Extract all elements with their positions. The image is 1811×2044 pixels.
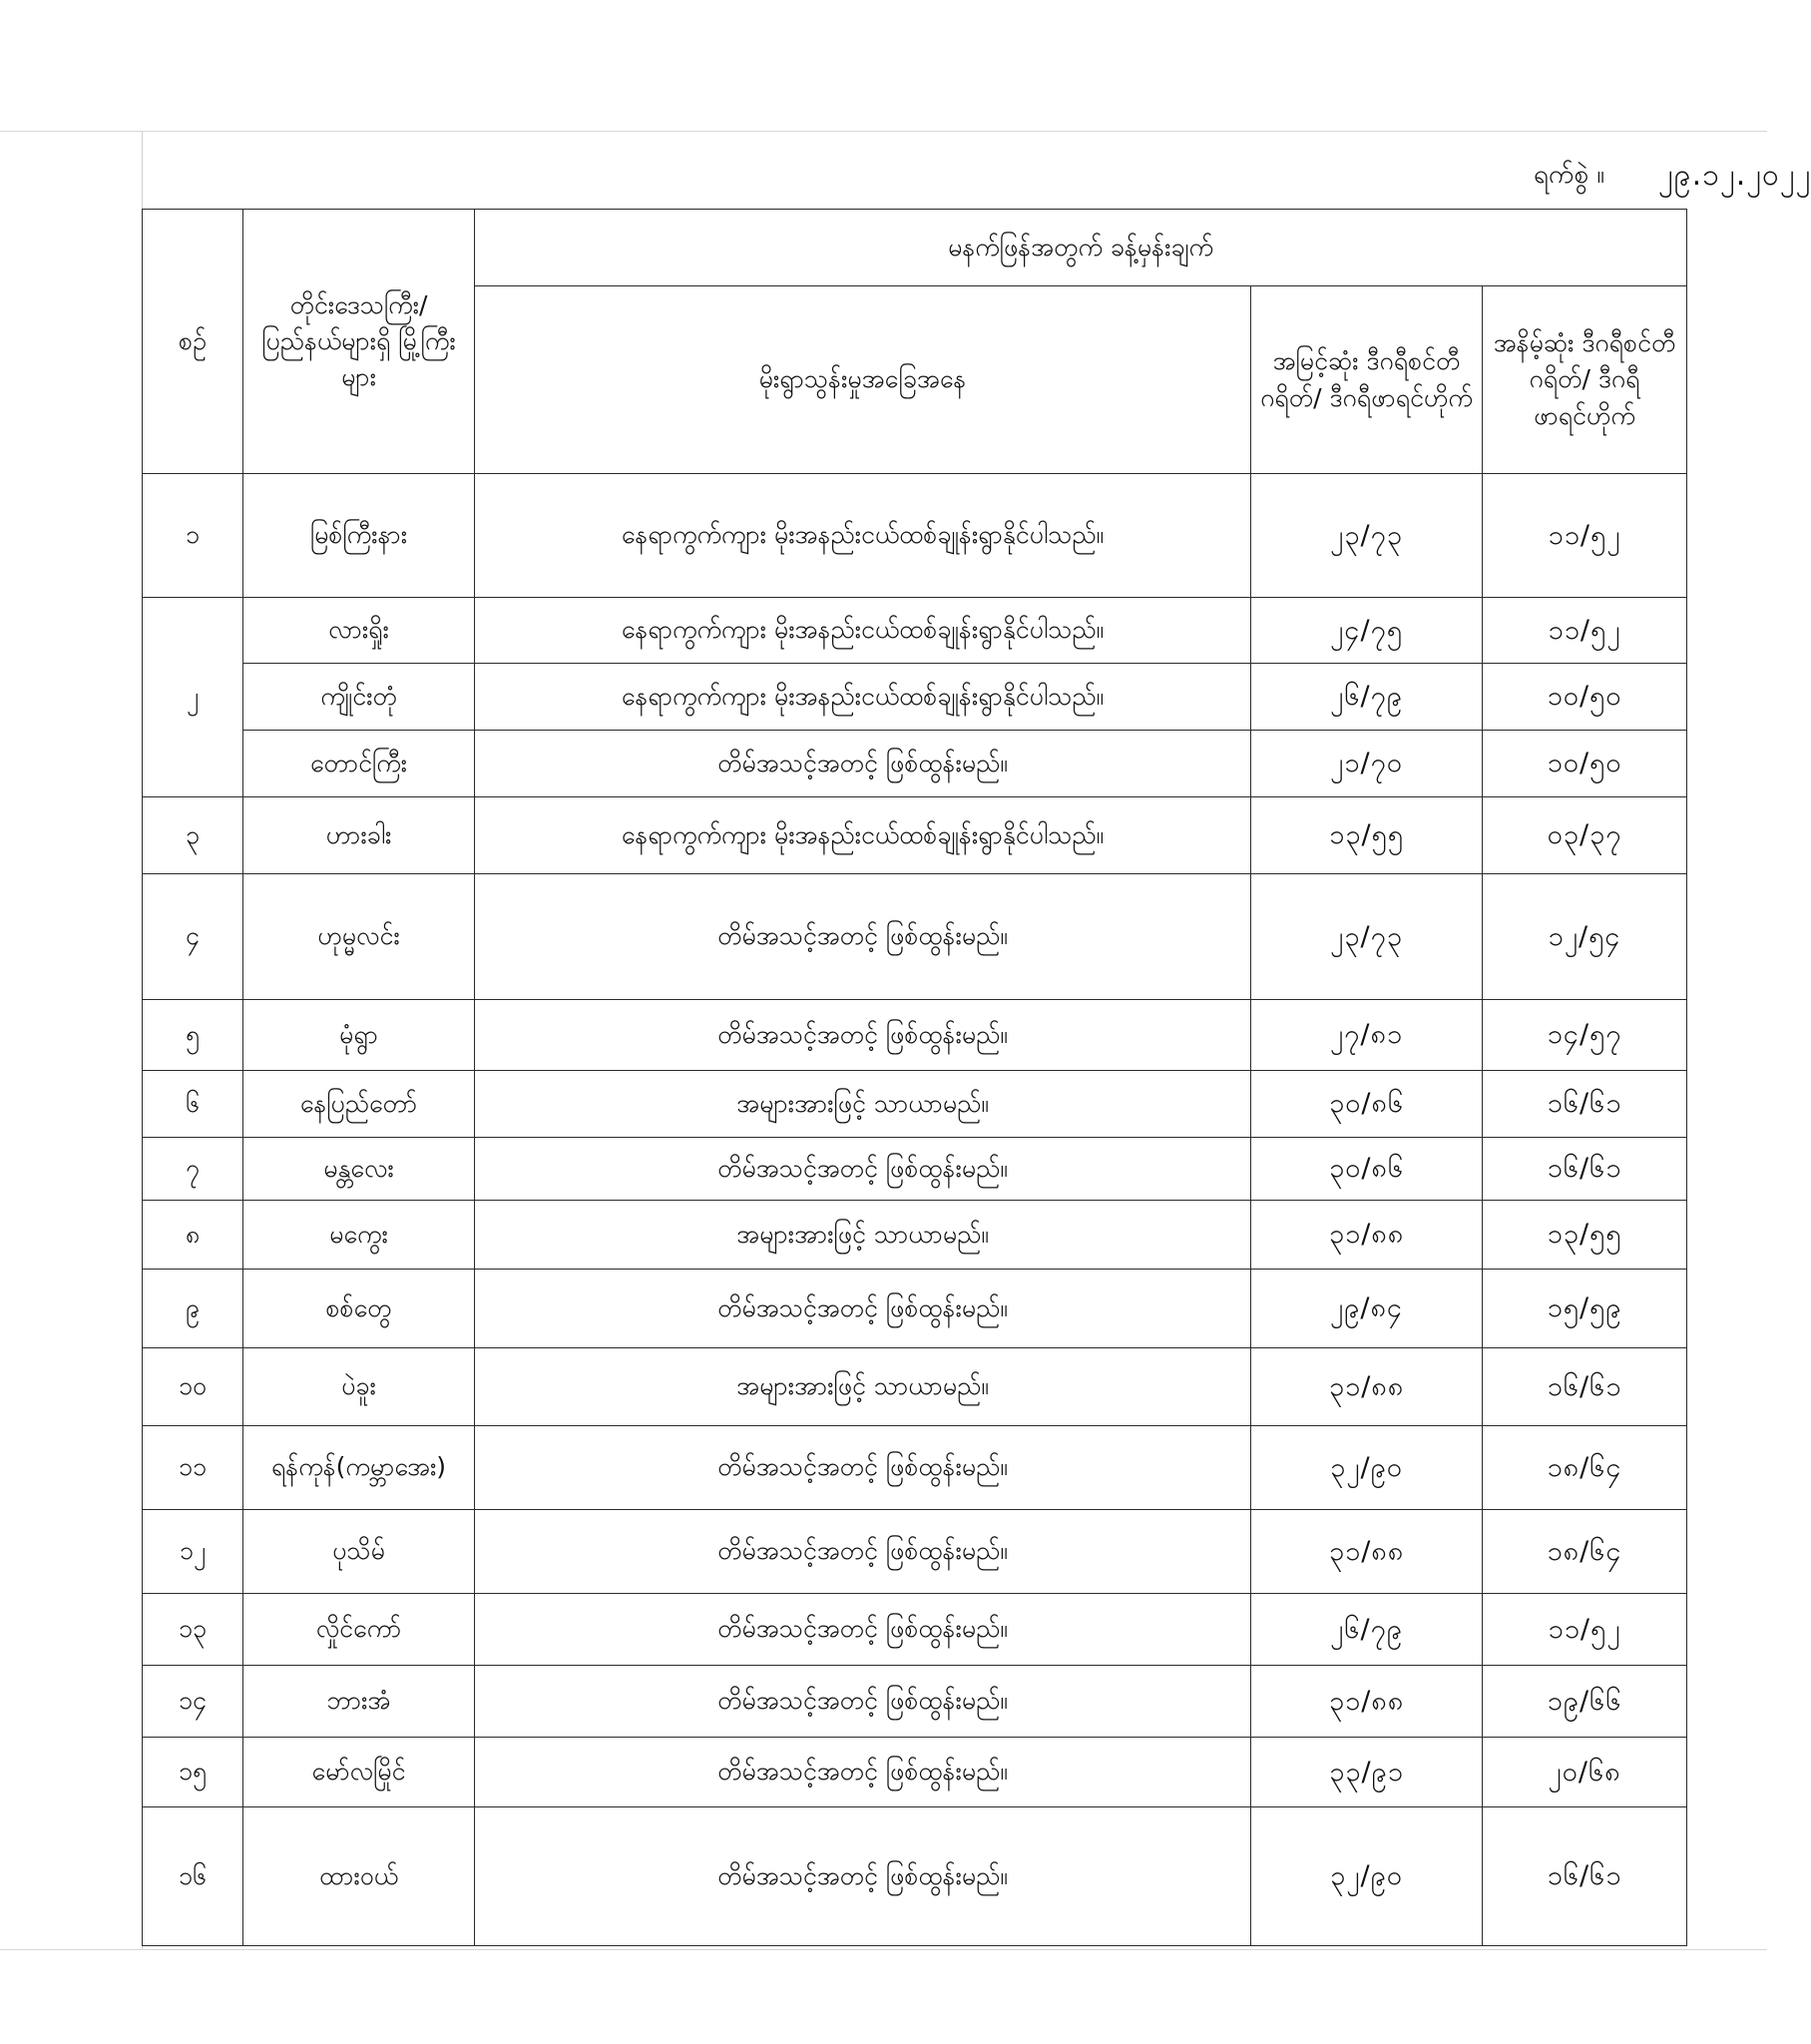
table-row: [143, 1138, 1687, 1201]
row-no: ၉: [143, 1270, 243, 1348]
row-min-temp: ၁၄/၅၇: [1483, 1000, 1687, 1071]
table-row: [143, 797, 1687, 874]
table-row: [143, 1348, 1687, 1426]
table-row: [143, 1510, 1687, 1594]
row-condition: တိမ်အသင့်အတင့် ဖြစ်ထွန်းမည်။: [475, 1270, 1251, 1348]
row-no: ၁: [143, 474, 243, 598]
row-min-temp: ၁၃/၅၅: [1483, 1201, 1687, 1270]
row-max-temp: ၂၇/၈၁: [1251, 1000, 1483, 1071]
row-min-temp: ၁၁/၅၂: [1483, 474, 1687, 598]
row-city: နေပြည်တော်: [243, 1071, 475, 1138]
row-condition: တိမ်အသင့်အတင့် ဖြစ်ထွန်းမည်။: [475, 1138, 1251, 1201]
table-row: [143, 874, 1687, 1000]
row-max-temp: ၃၀/၈၆: [1251, 1071, 1483, 1138]
row-max-temp: ၂၄/၇၅: [1251, 598, 1483, 664]
table-row: [143, 664, 1687, 731]
header-forecast-group: မနက်ဖြန်အတွက် ခန့်မှန်းချက်: [475, 210, 1687, 286]
row-city: ကျိုင်းတုံ: [243, 664, 475, 731]
row-city: ဟားခါး: [243, 797, 475, 874]
header-max-temp: အမြင့်ဆုံး ဒီဂရီစင်တီဂရိတ်/ ဒီဂရီဖာရင်ဟိုက်: [1251, 286, 1483, 474]
row-no: ၄: [143, 874, 243, 1000]
row-city: ဘားအံ: [243, 1666, 475, 1738]
table-row: [143, 1738, 1687, 1807]
table-row: [143, 1201, 1687, 1270]
row-max-temp: ၃၁/၈၈: [1251, 1666, 1483, 1738]
row-max-temp: ၃၁/၈၈: [1251, 1201, 1483, 1270]
row-min-temp: ၁၉/၆၆: [1483, 1666, 1687, 1738]
table-row: [143, 1000, 1687, 1071]
header-min-temp: အနိမ့်ဆုံး ဒီဂရီစင်တီဂရိတ်/ ဒီဂရီဖာရင်ဟိုက်: [1483, 286, 1687, 474]
header-no: စဉ်: [143, 210, 243, 474]
row-city: လားရှိုး: [243, 598, 475, 664]
row-max-temp: ၂၉/၈၄: [1251, 1270, 1483, 1348]
row-condition: အများအားဖြင့် သာယာမည်။: [475, 1071, 1251, 1138]
row-city: ထားဝယ်: [243, 1807, 475, 1946]
row-min-temp: ၁၆/၆၁: [1483, 1807, 1687, 1946]
row-condition: တိမ်အသင့်အတင့် ဖြစ်ထွန်းမည်။: [475, 1594, 1251, 1666]
row-city: မန္တလေး: [243, 1138, 475, 1201]
row-no: ၃: [143, 797, 243, 874]
row-city: ရန်ကုန်(ကမ္ဘာအေး): [243, 1426, 475, 1510]
row-no: ၁၀: [143, 1348, 243, 1426]
row-min-temp: ၁၅/၅၉: [1483, 1270, 1687, 1348]
row-min-temp: ၁၆/၆၁: [1483, 1138, 1687, 1201]
row-no: ၅: [143, 1000, 243, 1071]
table-row: [143, 731, 1687, 797]
bottom-divider: [0, 1949, 1767, 1950]
row-condition: တိမ်အသင့်အတင့် ဖြစ်ထွန်းမည်။: [475, 731, 1251, 797]
row-city: ပုသိမ်: [243, 1510, 475, 1594]
row-no: ၁၆: [143, 1807, 243, 1946]
row-max-temp: ၃၃/၉၁: [1251, 1738, 1483, 1807]
row-condition: အများအားဖြင့် သာယာမည်။: [475, 1348, 1251, 1426]
table-row: [143, 598, 1687, 664]
row-city: မုံရွာ: [243, 1000, 475, 1071]
row-min-temp: ၁၀/၅၀: [1483, 731, 1687, 797]
table-row: [143, 1071, 1687, 1138]
row-max-temp: ၂၃/၇၃: [1251, 474, 1483, 598]
row-max-temp: ၃၂/၉၀: [1251, 1426, 1483, 1510]
row-condition: တိမ်အသင့်အတင့် ဖြစ်ထွန်းမည်။: [475, 1666, 1251, 1738]
row-no: ၁၄: [143, 1666, 243, 1738]
table-row: [143, 1594, 1687, 1666]
row-city: မကွေး: [243, 1201, 475, 1270]
header-condition: မိုးရွာသွန်းမှုအခြေအနေ: [475, 286, 1251, 474]
row-no: ၆: [143, 1071, 243, 1138]
row-min-temp: ၁၂/၅၄: [1483, 874, 1687, 1000]
row-max-temp: ၂၆/၇၉: [1251, 1594, 1483, 1666]
row-condition: တိမ်အသင့်အတင့် ဖြစ်ထွန်းမည်။: [475, 1510, 1251, 1594]
row-max-temp: ၂၆/၇၉: [1251, 664, 1483, 731]
row-max-temp: ၃၂/၉၀: [1251, 1807, 1483, 1946]
row-min-temp: ၁၈/၆၄: [1483, 1426, 1687, 1510]
row-condition: နေရာကွက်ကျား မိုးအနည်းငယ်ထစ်ချုန်းရွာနိုင်ပါသည်။: [475, 664, 1251, 731]
row-no: ၁၃: [143, 1594, 243, 1666]
row-min-temp: ၁၁/၅၂: [1483, 598, 1687, 664]
row-no: ၁၁: [143, 1426, 243, 1510]
row-condition: နေရာကွက်ကျား မိုးအနည်းငယ်ထစ်ချုန်းရွာနိုင်ပါသည်။: [475, 598, 1251, 664]
row-city: လှိုင်ကော်: [243, 1594, 475, 1666]
forecast-table: [142, 209, 1687, 1946]
row-min-temp: ၀၃/၃၇: [1483, 797, 1687, 874]
row-condition: တိမ်အသင့်အတင့် ဖြစ်ထွန်းမည်။: [475, 1426, 1251, 1510]
row-city: ဟုမ္မလင်း: [243, 874, 475, 1000]
date-row: [142, 131, 1811, 209]
row-min-temp: ၁၆/၆၁: [1483, 1071, 1687, 1138]
date-value: ၂၉.၁၂.၂၀၂၂: [1658, 158, 1811, 193]
row-no: ၁၂: [143, 1510, 243, 1594]
header-city: တိုင်းဒေသကြီး/ ပြည်နယ်များရှိ မြို့ကြီးများ: [243, 210, 475, 474]
row-condition: တိမ်အသင့်အတင့် ဖြစ်ထွန်းမည်။: [475, 1000, 1251, 1071]
row-max-temp: ၃၁/၈၈: [1251, 1348, 1483, 1426]
table-row: [143, 1666, 1687, 1738]
row-condition: အများအားဖြင့် သာယာမည်။: [475, 1201, 1251, 1270]
row-max-temp: ၁၃/၅၅: [1251, 797, 1483, 874]
row-max-temp: ၂၁/၇၀: [1251, 731, 1483, 797]
row-city: မြစ်ကြီးနား: [243, 474, 475, 598]
row-max-temp: ၃၁/၈၈: [1251, 1510, 1483, 1594]
table-row: [143, 474, 1687, 598]
row-city: စစ်တွေ: [243, 1270, 475, 1348]
table-row: [143, 1426, 1687, 1510]
row-condition: နေရာကွက်ကျား မိုးအနည်းငယ်ထစ်ချုန်းရွာနိုင်ပါသည်။: [475, 797, 1251, 874]
table-row: [143, 1807, 1687, 1946]
row-max-temp: ၂၃/၇၃: [1251, 874, 1483, 1000]
row-no: ၈: [143, 1201, 243, 1270]
row-city: မော်လမြိုင်: [243, 1738, 475, 1807]
row-city: တောင်ကြီး: [243, 731, 475, 797]
row-min-temp: ၁၆/၆၁: [1483, 1348, 1687, 1426]
row-city: ပဲခူး: [243, 1348, 475, 1426]
row-condition: တိမ်အသင့်အတင့် ဖြစ်ထွန်းမည်။: [475, 874, 1251, 1000]
date-label: ရက်စွဲ ။: [1534, 160, 1605, 190]
row-condition: တိမ်အသင့်အတင့် ဖြစ်ထွန်းမည်။: [475, 1738, 1251, 1807]
row-min-temp: ၁၀/၅၀: [1483, 664, 1687, 731]
row-no: ၂: [143, 598, 243, 797]
row-min-temp: ၂၀/၆၈: [1483, 1738, 1687, 1807]
row-no: ၇: [143, 1138, 243, 1201]
table-row: [143, 1270, 1687, 1348]
row-no: ၁၅: [143, 1738, 243, 1807]
row-min-temp: ၁၈/၆၄: [1483, 1510, 1687, 1594]
row-condition: တိမ်အသင့်အတင့် ဖြစ်ထွန်းမည်။: [475, 1807, 1251, 1946]
row-condition: နေရာကွက်ကျား မိုးအနည်းငယ်ထစ်ချုန်းရွာနိုင်ပါသည်။: [475, 474, 1251, 598]
row-min-temp: ၁၁/၅၂: [1483, 1594, 1687, 1666]
row-max-temp: ၃၀/၈၆: [1251, 1138, 1483, 1201]
